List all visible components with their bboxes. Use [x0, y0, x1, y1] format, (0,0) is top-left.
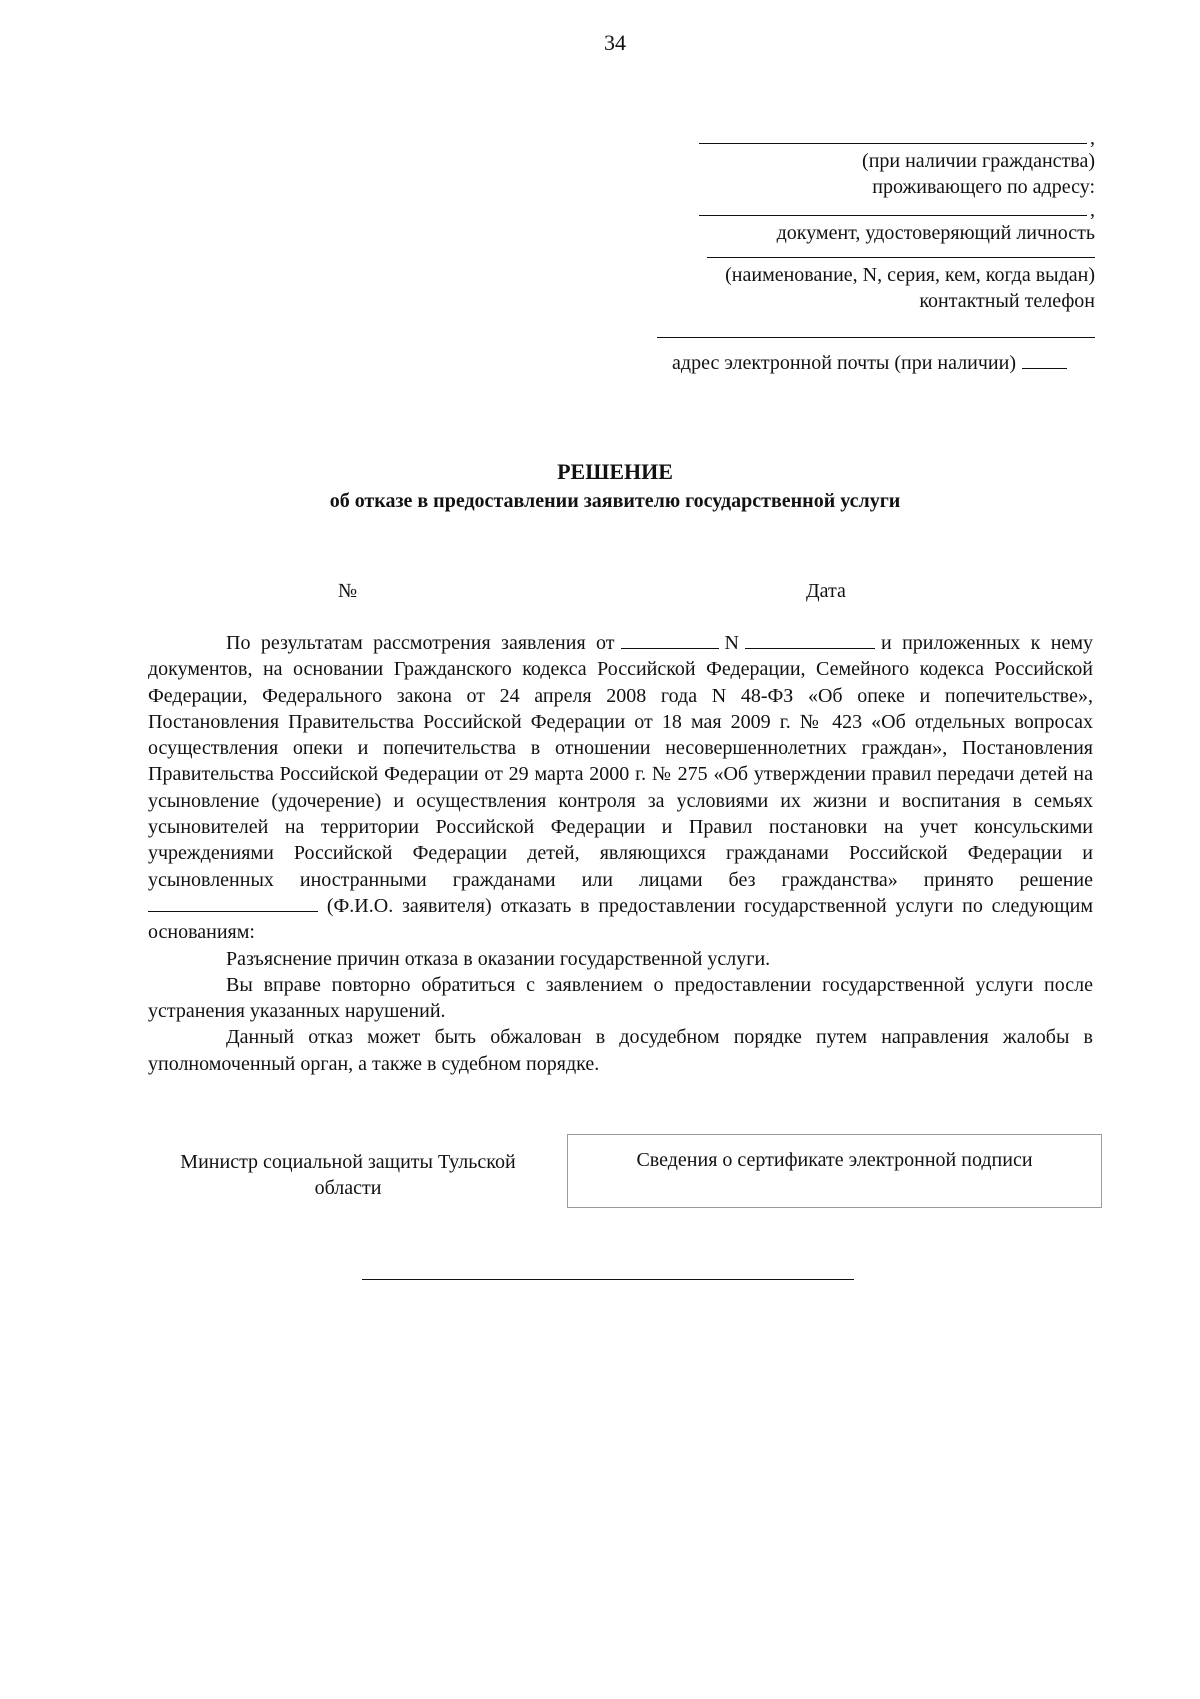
citizenship-rule — [699, 143, 1087, 144]
application-date-blank — [621, 647, 719, 649]
identity-doc-rule — [707, 257, 1095, 258]
paragraph-appeal: Данный отказ может быть обжалован в досудебном порядке путем направления жалобы в уполномоченный орган, а также в судебном порядке. — [148, 1026, 1093, 1075]
identity-doc-details: (наименование, N, серия, кем, когда выдан) — [725, 264, 1095, 286]
p1-mid: и приложенных к нему документов, на основании Гражданского кодекса Российской Федерации, Семейного кодекса Российской Федерации, Федерального закона от 24 апреля 2008 года N 48-ФЗ «Об опеке и попечительстве», Постановления Правительства Российской Федерации от 18 мая 2009 г. № 423 «Об отдельных вопросах осуществления опеки и попечительства в отношении несовершеннолетних граждан», Постановления Правительства Российской Федерации от 29 марта 2000 г. № 275 «Об утверждении правил передачи детей на усыновление (удочерение) и осуществления контроля за условиями их жизни и воспитания в семьях усыновителей на территории Российской Федерации и Правил постановки на учет консульскими учреждениями Российской Федерации детей, являющихся гражданами Российской Федерации и усыновленных иностранными гражданами или лицами без гражданства» принято решение — [148, 632, 1094, 891]
p1-start: По результатам рассмотрения заявления от — [226, 632, 615, 654]
signature-certificate-label: Сведения о сертификате электронной подписи — [636, 1149, 1033, 1171]
decision-body — [148, 630, 1093, 1077]
address-label: проживающего по адресу: — [872, 176, 1095, 198]
applicant-name-blank — [148, 910, 318, 912]
number-label: № — [338, 580, 358, 602]
p1-end: (Ф.И.О. заявителя) отказать в предоставлении государственной услуги по следующим основаниям: — [148, 894, 1093, 944]
email-row — [640, 350, 1095, 376]
applicant-header — [640, 128, 1095, 376]
comma: , — [1090, 127, 1095, 149]
email-label: адрес электронной почты (при наличии) — [672, 352, 1016, 374]
phone-line — [640, 314, 1095, 342]
address-rule — [699, 215, 1087, 216]
document-title: РЕШЕНИЕ — [557, 459, 673, 484]
phone-label: контактный телефон — [919, 290, 1095, 312]
email-rule — [1022, 368, 1067, 369]
comma: , — [1090, 199, 1095, 221]
p1-n: N — [724, 632, 739, 654]
identity-doc-line — [640, 246, 1095, 262]
identity-doc-label: документ, удостоверяющий личность — [776, 222, 1095, 244]
bottom-rule — [362, 1279, 854, 1280]
paragraph-reasons: Разъяснение причин отказа в оказании государственной услуги. — [226, 947, 771, 970]
paragraph-decision — [148, 630, 1093, 946]
page-number: 34 — [604, 30, 626, 55]
application-number-blank — [745, 647, 875, 649]
address-line — [640, 200, 1095, 220]
document-subtitle: об отказе в предоставлении заявителю государственной услуги — [329, 490, 901, 512]
citizenship-note: (при наличии гражданства) — [862, 150, 1095, 172]
signature-certificate-box — [567, 1134, 1102, 1208]
phone-rule — [657, 337, 1095, 338]
paragraph-reapply: Вы вправе повторно обратиться с заявлением о предоставлении государственной услуги после устранения указанных нарушений. — [148, 973, 1093, 1023]
signatory-position: Министр социальной защиты Тульской области — [180, 1151, 516, 1199]
citizenship-line — [640, 128, 1095, 148]
date-label: Дата — [806, 580, 846, 602]
